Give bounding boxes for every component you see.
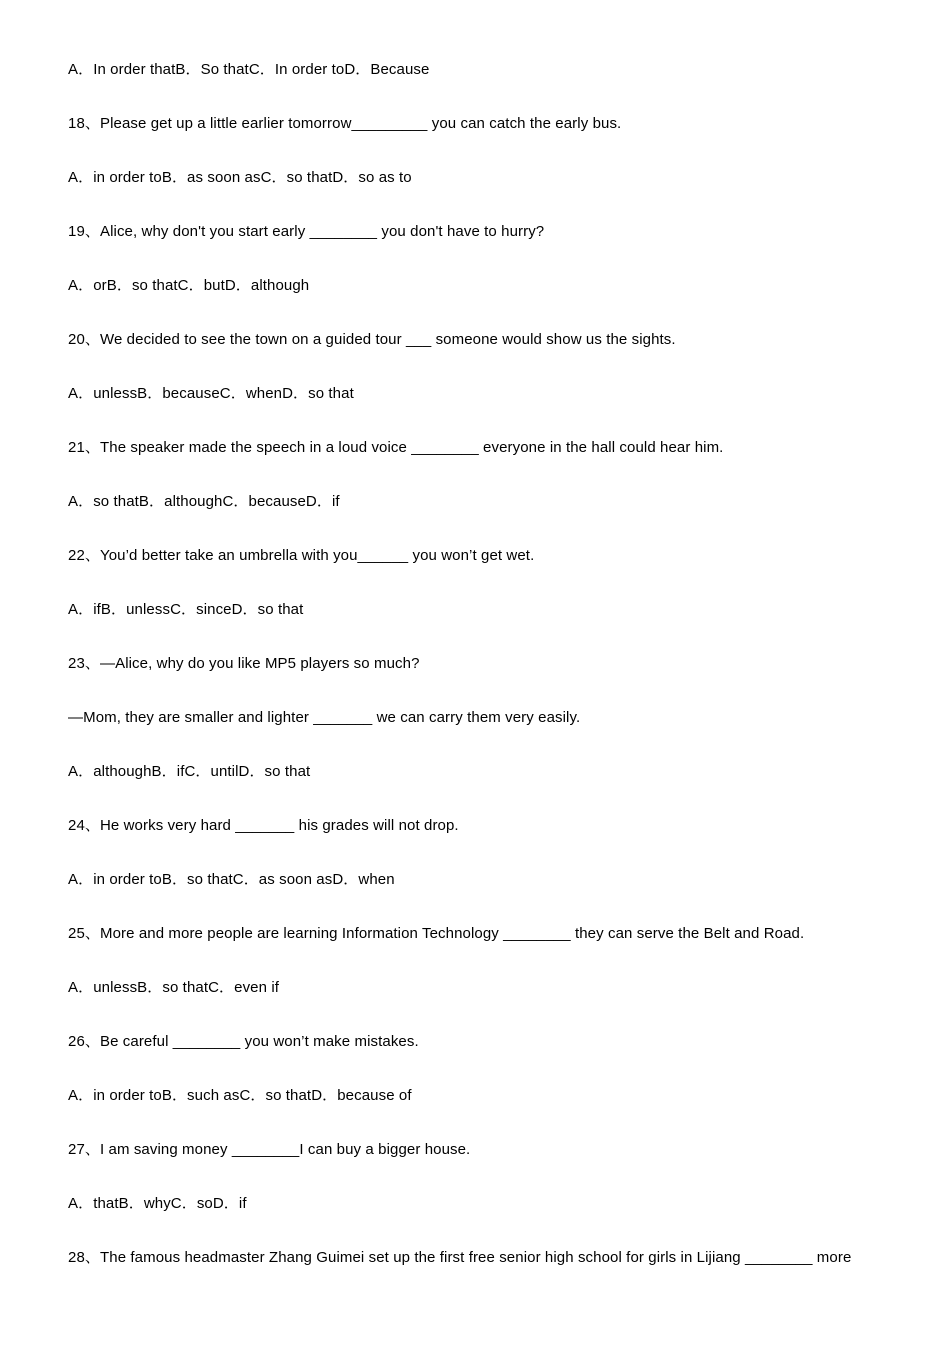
options-21: A．so thatB．althoughC．becauseD．if bbox=[68, 493, 340, 510]
question-18: 18、Please get up a little earlier tomorrow_________ you can catch the early bus. bbox=[68, 115, 622, 132]
question-20: 20、We decided to see the town on a guided tour ___ someone would show us the sights. bbox=[68, 331, 676, 348]
question-23: 23、—Alice, why do you like MP5 players so much? bbox=[68, 655, 420, 672]
question-24: 24、He works very hard _______ his grades will not drop. bbox=[68, 817, 459, 834]
options-17: A．In order thatB．So thatC．In order toD．Because bbox=[68, 61, 430, 78]
options-27: A．thatB．whyC．soD．if bbox=[68, 1195, 247, 1212]
question-21: 21、The speaker made the speech in a loud voice ________ everyone in the hall could hear him. bbox=[68, 439, 724, 456]
options-19: A．orB．so thatC．butD．although bbox=[68, 277, 310, 294]
question-26: 26、Be careful ________ you won’t make mistakes. bbox=[68, 1033, 419, 1050]
options-26: A．in order toB．such asC．so thatD．because of bbox=[68, 1087, 412, 1104]
question-28: 28、The famous headmaster Zhang Guimei set up the first free senior high school for girls in Lijiang ________ more bbox=[68, 1249, 852, 1266]
options-22: A．ifB．unlessC．sinceD．so that bbox=[68, 601, 304, 618]
question-23-reply: —Mom, they are smaller and lighter _______ we can carry them very easily. bbox=[68, 709, 581, 726]
options-24: A．in order toB．so thatC．as soon asD．when bbox=[68, 871, 395, 888]
question-27: 27、I am saving money ________I can buy a bigger house. bbox=[68, 1141, 471, 1158]
question-25: 25、More and more people are learning Information Technology ________ they can serve the Belt and Road. bbox=[68, 925, 805, 942]
question-19: 19、Alice, why don't you start early ________ you don't have to hurry? bbox=[68, 223, 545, 240]
options-18: A．in order toB．as soon asC．so thatD．so as to bbox=[68, 169, 412, 186]
options-25: A．unlessB．so thatC．even if bbox=[68, 979, 280, 996]
document-page bbox=[68, 58, 928, 1300]
options-20: A．unlessB．becauseC．whenD．so that bbox=[68, 385, 354, 402]
question-22: 22、You’d better take an umbrella with you______ you won’t get wet. bbox=[68, 547, 535, 564]
options-23: A．althoughB．ifC．untilD．so that bbox=[68, 763, 311, 780]
